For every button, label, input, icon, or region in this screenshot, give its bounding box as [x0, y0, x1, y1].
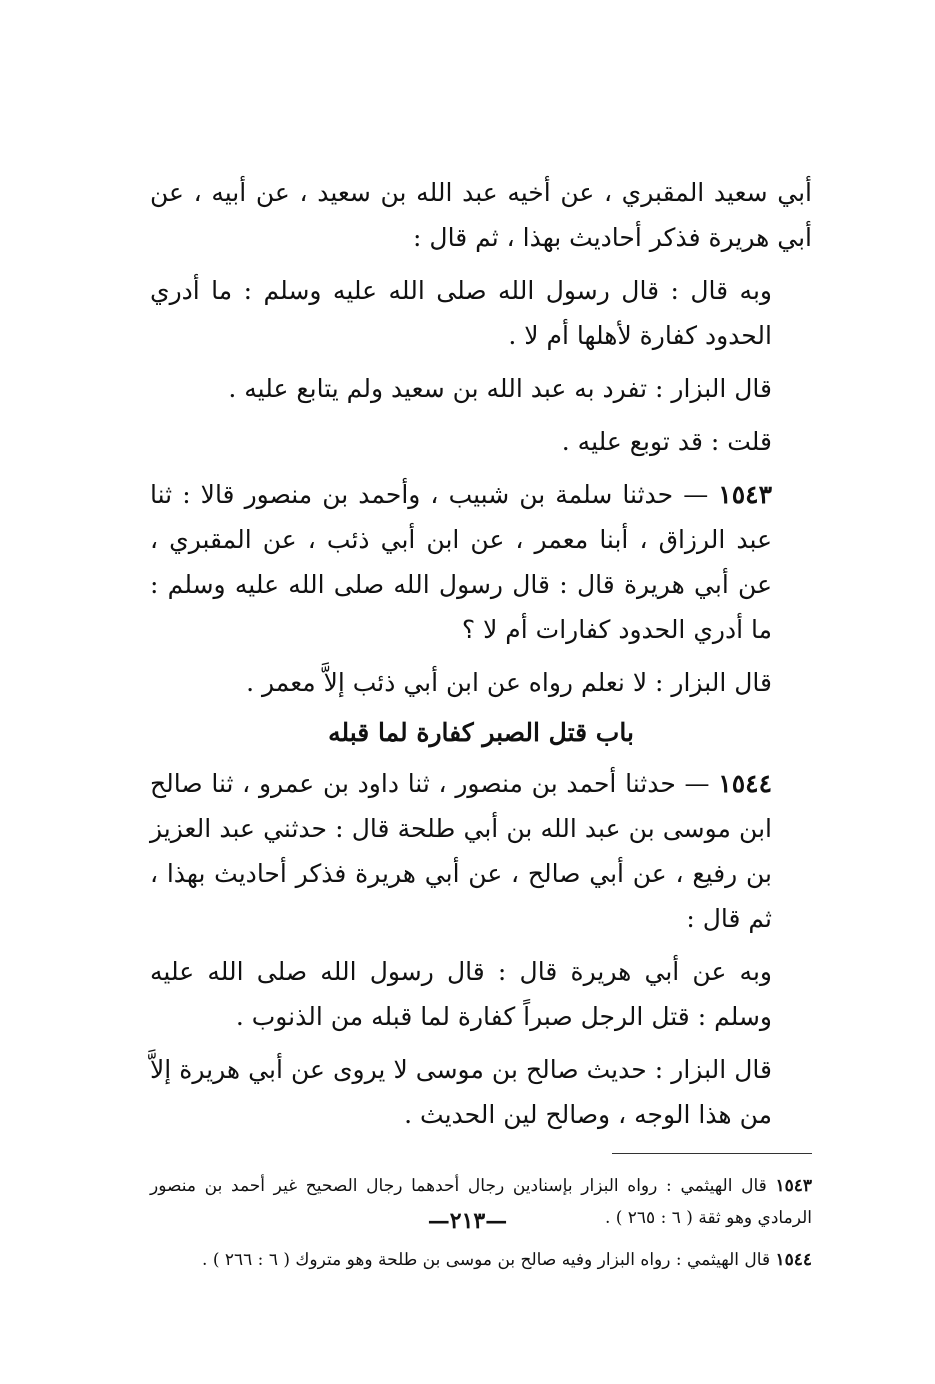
paragraph: [150, 761, 812, 941]
paragraph: [150, 660, 812, 705]
paragraph: [150, 1047, 812, 1137]
paragraph: [150, 366, 812, 411]
hadith-number: ١٥٤٣: [718, 480, 772, 509]
paragraph-text: — حدثنا سلمة بن شبيب ، وأحمد بن منصور قالا : ثنا عبد الرزاق ، أبنا معمر ، عن ابن أبي ذئب ، عن المقبري ، عن أبي هريرة قال : قال رسول الله صلى الله عليه وسلم : ما أدري الحدود كفارات أم لا ؟: [150, 480, 772, 644]
footnote-text: قال الهيثمي : رواه البزار بإسنادين رجال أحدهما رجال الصحيح غير أحمد بن منصور الرمادي وهو ثقة ( ٦ : ٢٦٥ ) .: [150, 1176, 812, 1228]
paragraph: [150, 268, 812, 358]
paragraph: [150, 949, 812, 1039]
paragraph-text: أبي سعيد المقبري ، عن أخيه عبد الله بن سعيد ، عن أبيه ، عن أبي هريرة فذكر أحاديث بهذا ، ثم قال :: [150, 178, 812, 252]
footnote-separator: [612, 1153, 812, 1154]
paragraph-text: — حدثنا أحمد بن منصور ، ثنا داود بن عمرو ، ثنا صالح ابن موسى بن عبد الله بن أبي طلحة قال : حدثني عبد العزيز بن رفيع ، عن أبي صالح ، عن أبي هريرة فذكر أحاديث بهذا ، ثم قال :: [150, 769, 772, 933]
paragraph-text: قال البزار : لا نعلم رواه عن ابن أبي ذئب إلاَّ معمر .: [246, 668, 772, 697]
page-body: [150, 170, 812, 1286]
paragraph: [150, 419, 812, 464]
footnote-number: ١٥٤٣: [775, 1176, 812, 1196]
footnote: [150, 1244, 812, 1276]
main-text-part1: [150, 170, 812, 705]
paragraph-text: وبه قال : قال رسول الله صلى الله عليه وسلم : ما أدري الحدود كفارة لأهلها أم لا .: [150, 276, 772, 350]
paragraph: [150, 170, 812, 260]
page-number: —٢١٣—: [427, 1208, 508, 1234]
footnote-text: قال الهيثمي : رواه البزار وفيه صالح بن موسى بن طلحة وهو متروك ( ٦ : ٢٦٦ ) .: [202, 1250, 776, 1270]
hadith-number: ١٥٤٤: [718, 769, 772, 798]
main-text-part2: [150, 761, 812, 1137]
paragraph-text: وبه عن أبي هريرة قال : قال رسول الله صلى الله عليه وسلم : قتل الرجل صبراً كفارة لما قبله من الذنوب .: [150, 957, 772, 1031]
paragraph-text: قال البزار : تفرد به عبد الله بن سعيد ولم يتابع عليه .: [228, 374, 772, 403]
chapter-heading: باب قتل الصبر كفارة لما قبله: [328, 718, 634, 747]
footnote-number: ١٥٤٤: [775, 1250, 812, 1270]
paragraph-text: قال البزار : حديث صالح بن موسى لا يروى عن أبي هريرة إلاَّ من هذا الوجه ، وصالح لين الحديث .: [150, 1055, 772, 1129]
paragraph: [150, 472, 812, 652]
paragraph-text: قلت : قد توبع عليه .: [561, 427, 772, 456]
